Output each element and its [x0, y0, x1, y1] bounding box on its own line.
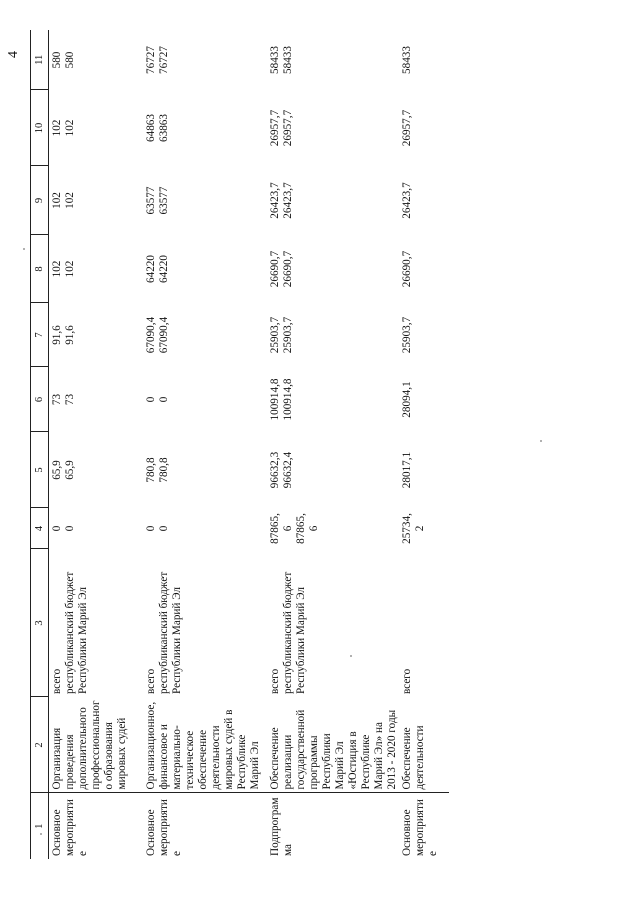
value: 87865,6 [269, 513, 294, 544]
value-col-6 [399, 367, 449, 432]
row-description: Организационное, финансовое и материально-техническое обеспечение деятельности мировых судей в Республике Марий Эл [143, 697, 267, 793]
header-cell: 6 [31, 367, 49, 432]
value-col-6 [267, 367, 399, 432]
value-col-5 [49, 432, 144, 508]
value: 73 [51, 393, 63, 406]
value: 102 [64, 192, 76, 209]
value: 580 [51, 51, 63, 69]
table-row [399, 30, 449, 859]
value: 25903,7 [269, 316, 281, 354]
value: 26423,7 [269, 182, 281, 219]
value: 63577 [145, 186, 157, 215]
row-description: Обеспечение реализации государственной программы Республики Марий Эл «Юстиция в Республике Марий Эл» на 2013 - 2020 годы [267, 697, 399, 793]
value: 26423,7 [401, 182, 413, 219]
scan-speck [23, 248, 25, 250]
value: 580 [64, 51, 76, 69]
value: 102 [51, 260, 63, 278]
value: 100914,8 [269, 378, 281, 421]
value: 63577 [158, 186, 170, 215]
value: 91,6 [64, 325, 76, 345]
value: 28017,1 [401, 451, 413, 489]
row-type: Подпрограмма [269, 797, 294, 856]
header-cell: 9 [31, 166, 49, 235]
value-col-10 [143, 90, 267, 166]
value: 100914,8 [282, 378, 294, 421]
value-col-4 [267, 508, 399, 549]
table-row [49, 30, 144, 859]
row-type: Основное мероприятие [51, 799, 89, 856]
value: 26957,7 [401, 109, 413, 147]
value-col-7 [143, 303, 267, 367]
value-col-10 [267, 90, 399, 166]
value: 64220 [145, 255, 157, 283]
value-col-9 [49, 166, 144, 235]
value-col-4 [49, 508, 144, 549]
funding-source-total: всего [51, 668, 63, 694]
value: 26690,7 [401, 250, 413, 288]
value: 26957,7 [269, 109, 281, 147]
scan-speck [40, 833, 42, 835]
funding-source [49, 549, 144, 697]
value-col-6 [49, 367, 144, 432]
value-col-8 [49, 235, 144, 303]
funding-source [267, 549, 399, 697]
value: 65,9 [64, 460, 76, 480]
value: 67090,4 [158, 316, 170, 354]
header-cell: 3 [31, 549, 49, 697]
value-col-5 [143, 432, 267, 508]
value: 58433 [401, 46, 413, 74]
scan-speck [350, 655, 352, 657]
page-number: 4 [6, 51, 21, 58]
value: 67090,4 [145, 316, 157, 354]
value: 65,9 [51, 460, 63, 480]
value: 58433 [269, 46, 281, 74]
value-col-10 [399, 90, 449, 166]
value: 102 [64, 119, 76, 137]
header-cell: 5 [31, 432, 49, 508]
header-row [31, 30, 49, 859]
value: 76727 [145, 46, 157, 74]
funding-source-budget: республиканский бюджет Республики Марий Эл [158, 571, 183, 694]
value: 0 [145, 396, 157, 403]
value-col-5 [399, 432, 449, 508]
value-col-9 [399, 166, 449, 235]
value: 25903,7 [401, 316, 413, 354]
value-col-11 [49, 30, 144, 90]
value: 780,8 [158, 457, 170, 483]
funding-source-budget: республиканский бюджет Республики Марий Эл [282, 571, 307, 694]
funding-source-total: всего [145, 668, 157, 694]
row-description: Обеспечение деятельности [399, 697, 449, 793]
header-cell: 11 [31, 30, 49, 90]
header-cell: 1 [31, 793, 49, 859]
value-col-5 [267, 432, 399, 508]
value: 25903,7 [282, 316, 294, 354]
value: 96632,4 [282, 451, 294, 489]
header-cell: 8 [31, 235, 49, 303]
value: 76727 [158, 46, 170, 74]
value: 25734,2 [401, 513, 426, 544]
value: 0 [158, 525, 170, 532]
budget-table [30, 30, 449, 859]
value-col-10 [49, 90, 144, 166]
value: 26957,7 [282, 109, 294, 147]
value: 102 [51, 192, 63, 209]
value-col-8 [267, 235, 399, 303]
value: 58433 [282, 46, 294, 74]
value: 102 [64, 260, 76, 278]
value-col-4 [399, 508, 449, 549]
value-col-9 [143, 166, 267, 235]
value-col-11 [143, 30, 267, 90]
value: 0 [64, 525, 76, 532]
value: 96632,3 [269, 451, 281, 489]
value-col-8 [399, 235, 449, 303]
value-col-11 [267, 30, 399, 90]
table-row [267, 30, 399, 859]
value-col-7 [49, 303, 144, 367]
value: 26690,7 [269, 250, 281, 288]
funding-source-budget: республиканский бюджет Республики Марий Эл [64, 571, 89, 694]
row-type: Основное мероприятие [401, 799, 439, 856]
value: 780,8 [145, 457, 157, 483]
value-col-8 [143, 235, 267, 303]
value: 0 [145, 525, 157, 532]
value: 26423,7 [282, 182, 294, 219]
header-cell: 7 [31, 303, 49, 367]
value-col-4 [143, 508, 267, 549]
table-row [143, 30, 267, 859]
value-col-9 [267, 166, 399, 235]
value: 102 [51, 119, 63, 137]
value: 91,6 [51, 325, 63, 345]
value: 0 [158, 396, 170, 403]
header-cell: 4 [31, 508, 49, 549]
row-type: Основное мероприятие [145, 799, 183, 856]
value-col-11 [399, 30, 449, 90]
value: 28094,1 [401, 381, 413, 418]
header-cell: 2 [31, 697, 49, 793]
value: 26690,7 [282, 250, 294, 288]
value: 73 [64, 393, 76, 406]
value: 64220 [158, 255, 170, 283]
funding-source-total: всего [401, 668, 413, 694]
value: 87865,6 [295, 513, 320, 544]
value-col-7 [267, 303, 399, 367]
header-cell: 10 [31, 90, 49, 166]
funding-source [399, 549, 449, 697]
funding-source [143, 549, 267, 697]
value-col-7 [399, 303, 449, 367]
value: 63863 [158, 114, 170, 142]
value: 0 [51, 525, 63, 532]
scan-speck [540, 440, 542, 442]
row-description: Организация проведения дополнительного профессионального образования мировых судей [49, 697, 144, 793]
funding-source-total: всего [269, 668, 281, 694]
value-col-6 [143, 367, 267, 432]
value: 64863 [145, 114, 157, 142]
